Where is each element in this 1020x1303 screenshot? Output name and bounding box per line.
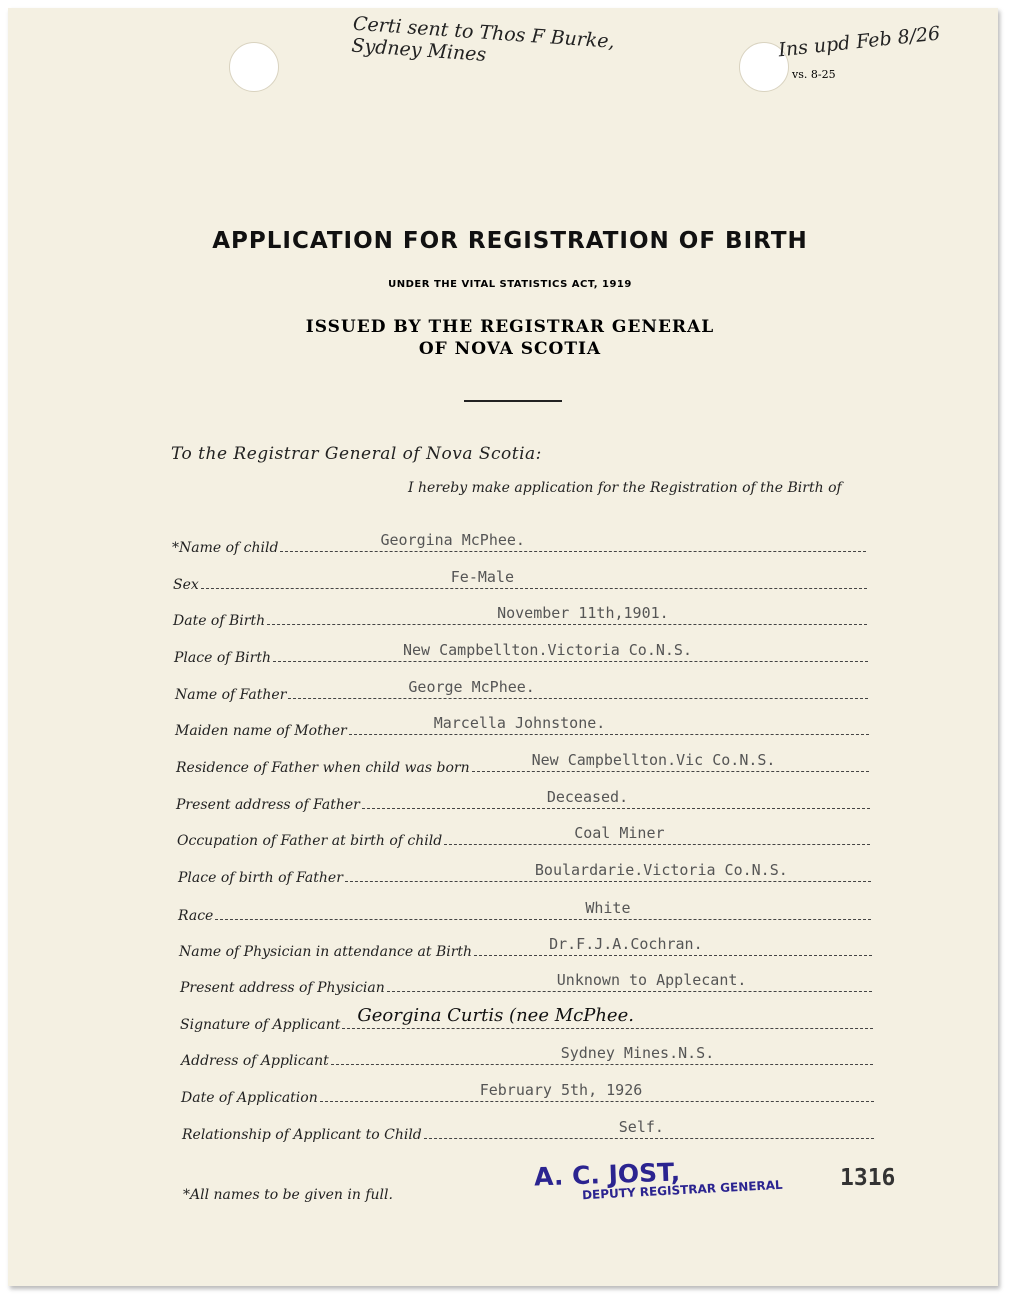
field-line: [280, 531, 866, 552]
divider: [464, 400, 562, 402]
field-value: Sydney Mines.N.S.: [560, 1044, 715, 1062]
form-field-row: [173, 605, 867, 629]
field-value: Fe-Male: [450, 568, 514, 586]
form-field-row: [181, 1082, 874, 1106]
field-line: [331, 1044, 873, 1065]
field-label: Address of Applicant: [181, 1053, 329, 1069]
form-field-row: [174, 642, 868, 666]
form-field-row: [180, 1005, 873, 1033]
field-label: Maiden name of Mother: [175, 723, 347, 739]
footnote: *All names to be given in full.: [183, 1187, 393, 1203]
form-field-row: [175, 679, 868, 703]
field-value: New Campbellton.Victoria Co.N.S.: [402, 641, 692, 659]
form-field-row: [181, 1045, 873, 1069]
field-label: *Name of child: [172, 540, 279, 556]
field-label: Name of Father: [175, 687, 287, 703]
field-line: [362, 788, 870, 809]
field-line: [267, 604, 867, 625]
field-value: Dr.F.J.A.Cochran.: [549, 935, 703, 953]
field-label: Place of Birth: [174, 650, 271, 666]
field-label: Relationship of Applicant to Child: [182, 1127, 422, 1143]
field-value: Coal Miner: [574, 824, 665, 842]
field-line: [472, 751, 869, 772]
form-field-row: [176, 789, 870, 813]
form-field-row: [179, 936, 872, 960]
form-field-row: [173, 569, 867, 593]
stamp-title: DEPUTY REGISTRAR GENERAL: [581, 1177, 783, 1203]
field-line: [273, 641, 868, 662]
field-value: Georgina McPhee.: [380, 531, 525, 549]
form-field-row: [178, 862, 871, 886]
field-value: Marcella Johnstone.: [433, 714, 606, 732]
form-field-row: [175, 715, 869, 739]
field-value: White: [585, 899, 631, 917]
field-line: [424, 1118, 874, 1139]
handwritten-note-right: Ins upd Feb 8/26: [777, 22, 942, 62]
field-label: Place of birth of Father: [178, 870, 343, 886]
applicant-signature: Georgina Curtis (nee McPhee.: [357, 1005, 634, 1026]
field-label: Date of Application: [181, 1090, 318, 1106]
issuer: [0, 316, 1020, 360]
issuer-line-2: OF NOVA SCOTIA: [418, 339, 602, 359]
field-line: [215, 899, 871, 920]
field-line: [444, 824, 870, 845]
punch-hole: [229, 42, 279, 92]
field-value: Boulardarie.Victoria Co.N.S.: [534, 861, 788, 879]
field-value: Deceased.: [546, 788, 629, 806]
registration-number: 1316: [840, 1165, 896, 1191]
field-label: Sex: [173, 577, 199, 593]
field-label: Race: [178, 908, 214, 924]
form-field-row: [177, 825, 870, 849]
field-value: November 11th,1901.: [497, 604, 669, 622]
field-label: Present address of Father: [176, 797, 360, 813]
field-label: Signature of Applicant: [180, 1017, 341, 1033]
field-label: Name of Physician in attendance at Birth: [179, 944, 473, 960]
issuer-line-1: ISSUED BY THE REGISTRAR GENERAL: [305, 317, 715, 337]
salutation: To the Registrar General of Nova Scotia:: [171, 444, 542, 464]
field-label: Occupation of Father at birth of child: [177, 833, 443, 849]
form-field-row: [178, 900, 871, 924]
field-value: George McPhee.: [408, 678, 535, 696]
form-field-row: [180, 972, 872, 996]
field-value: February 5th, 1926: [479, 1081, 643, 1099]
field-label: Present address of Physician: [180, 980, 385, 996]
field-line: [345, 861, 871, 882]
field-line: [288, 678, 868, 699]
field-value: New Campbellton.Vic Co.N.S.: [531, 751, 776, 769]
field-label: Date of Birth: [173, 613, 266, 629]
field-line: [349, 714, 869, 735]
form-title: APPLICATION FOR REGISTRATION OF BIRTH: [212, 228, 808, 254]
form-field-row: [172, 532, 866, 556]
field-label: Residence of Father when child was born: [176, 760, 470, 776]
stamp-name: A. C. JOST,: [533, 1157, 681, 1192]
field-value: Self.: [618, 1118, 664, 1136]
intro-text: I hereby make application for the Registration of the Birth of: [408, 480, 842, 496]
field-line: [474, 935, 872, 956]
handwritten-note-left: Certi sent to Thos F Burke, Sydney Mines: [350, 12, 616, 66]
form-field-row: [182, 1119, 874, 1143]
form-code: vs. 8-25: [792, 68, 836, 81]
field-line: [342, 1005, 873, 1029]
field-line: [201, 568, 867, 589]
field-line: [320, 1081, 874, 1102]
field-value: Unknown to Applecant.: [556, 971, 747, 989]
form-field-row: [176, 752, 869, 776]
field-line: [387, 971, 872, 992]
form-subtitle: UNDER THE VITAL STATISTICS ACT, 1919: [388, 279, 632, 290]
